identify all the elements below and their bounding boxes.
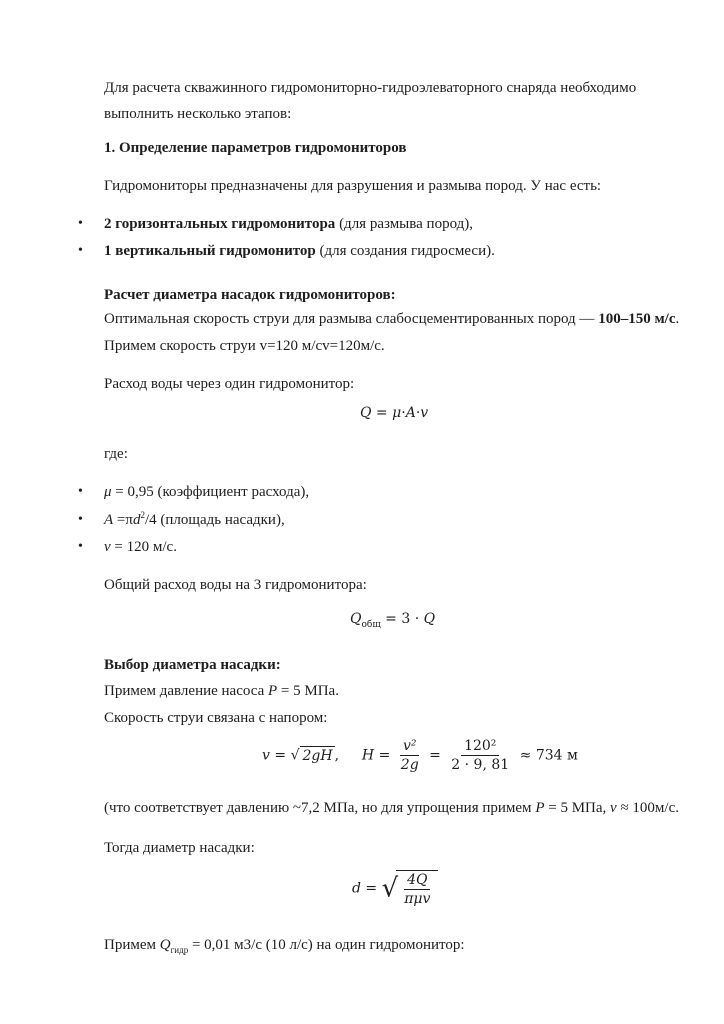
section-heading-monitor-params: 1. Определение параметров гидромониторов — [104, 140, 407, 156]
param-text: =π — [113, 512, 133, 528]
last-line-text: Примем — [104, 937, 160, 953]
formula-op: , — [334, 747, 340, 764]
formula-op: = 3 · — [380, 611, 424, 627]
sqrt-sign: √ — [290, 747, 300, 764]
velocity-text: Оптимальная скорость струи для размыва слабосцементированных пород — — [104, 311, 599, 327]
velocity-line-1 — [104, 309, 679, 329]
pressure-line — [104, 681, 339, 701]
formula-op: · — [415, 405, 421, 421]
monitors-intro: Гидромониторы предназначены для разрушения и размыва пород. У нас есть: — [104, 178, 602, 194]
velocity-range: 100–150 м/с — [598, 311, 676, 327]
last-line-subscript: гидр — [170, 945, 189, 955]
param-text: = 0,95 (коэффициент расхода), — [111, 484, 310, 500]
formula-op: = — [360, 880, 382, 897]
nozzle-heading: Расчет диаметра насадок гидромониторов: — [104, 287, 396, 303]
param-item — [104, 482, 309, 502]
last-line — [104, 935, 465, 955]
formula-q — [360, 405, 428, 421]
list-item-bold: 2 горизонтальных гидромонитора — [104, 216, 336, 232]
fraction-denominator: πμv — [404, 891, 431, 907]
list-item — [104, 241, 495, 261]
formula-total — [350, 611, 436, 630]
total-text: Общий расход воды на 3 гидромонитора: — [104, 577, 367, 593]
formula-result: ≈ 734 м — [519, 747, 578, 764]
formula-op: · — [401, 405, 406, 421]
last-line-text: = 0,01 м3/с (10 л/с) на один гидромонитор: — [188, 937, 465, 953]
param-symbol: μ — [104, 484, 112, 500]
fraction — [398, 738, 422, 773]
formula-symbol: Q — [423, 611, 436, 627]
param-symbol: v — [104, 539, 111, 555]
list-item-text: (для создания гидросмеси). — [315, 243, 495, 259]
note-symbol: P — [535, 800, 545, 816]
list-item — [104, 214, 473, 234]
formula-op: = — [374, 747, 395, 764]
fraction-numerator: 4Q — [404, 872, 430, 890]
param-item — [104, 537, 177, 557]
formula-symbol: v — [262, 747, 270, 764]
intro-line-2: выполнить несколько этапов: — [104, 106, 292, 122]
param-text: = 120 м/с. — [110, 539, 177, 555]
fraction — [448, 738, 512, 773]
note-symbol: v — [610, 800, 617, 816]
diameter-text: Тогда диаметр насадки: — [104, 840, 255, 856]
formula-diameter — [352, 870, 438, 907]
note-text: (что соответствует давлению ~7,2 МПа, но для упрощения примем — [104, 800, 536, 816]
note-line — [104, 798, 679, 818]
param-text: /4 (площадь насадки), — [144, 512, 285, 528]
note-text: ≈ 100м/с. — [616, 800, 680, 816]
velocity-period: . — [675, 311, 680, 327]
param-symbol: A — [104, 512, 114, 528]
formula-op: = — [429, 747, 446, 764]
formula-symbol: μ — [392, 405, 402, 421]
flow-text: Расход воды через один гидромонитор: — [104, 376, 355, 392]
param-exponent: 2 — [140, 510, 145, 520]
bullet-icon: • — [78, 484, 83, 499]
formula-op: = — [371, 405, 393, 421]
formula-velocity — [262, 738, 578, 773]
pressure-text: = 5 МПа. — [277, 683, 339, 699]
note-text: = 5 МПа, — [544, 800, 611, 816]
bullet-icon: • — [78, 216, 83, 231]
formula-symbol: v — [420, 405, 429, 421]
pressure-text: Примем давление насоса — [104, 683, 268, 699]
fraction-numerator: 120² — [461, 738, 499, 756]
formula-symbol: d — [352, 880, 361, 897]
formula-symbol: Q — [350, 611, 362, 627]
formula-op: = — [269, 747, 291, 764]
formula-symbol: Q — [360, 405, 372, 421]
fraction — [401, 872, 433, 907]
param-item — [104, 510, 285, 530]
formula-sqrt-body: 2gH — [302, 747, 333, 764]
choice-heading: Выбор диаметра насадки: — [104, 657, 281, 673]
intro-line-1: Для расчета скважинного гидромониторно-гидроэлеваторного снаряда необходимо — [104, 80, 637, 96]
head-text: Скорость струи связана с напором: — [104, 710, 328, 726]
velocity-line-2: Примем скорость струи v=120 м/сv=120м/с. — [104, 338, 385, 354]
formula-symbol: A — [405, 405, 416, 421]
list-item-text: (для размыва пород), — [335, 216, 474, 232]
bullet-icon: • — [78, 512, 83, 527]
param-symbol: d — [132, 512, 141, 528]
fraction-numerator: v² — [400, 738, 420, 756]
bullet-icon: • — [78, 539, 83, 554]
sqrt-sign: √ — [381, 873, 399, 904]
bullet-icon: • — [78, 243, 83, 258]
fraction-denominator: 2g — [400, 757, 419, 773]
formula-sqrt-body — [396, 870, 438, 907]
pressure-symbol: P — [268, 683, 278, 699]
where-label: где: — [104, 446, 128, 462]
formula-subscript: общ — [361, 619, 381, 630]
fraction-denominator: 2 · 9, 81 — [451, 757, 510, 773]
list-item-bold: 1 вертикальный гидромонитор — [104, 243, 316, 259]
formula-symbol: H — [361, 747, 375, 764]
last-line-symbol: Q — [159, 937, 171, 953]
